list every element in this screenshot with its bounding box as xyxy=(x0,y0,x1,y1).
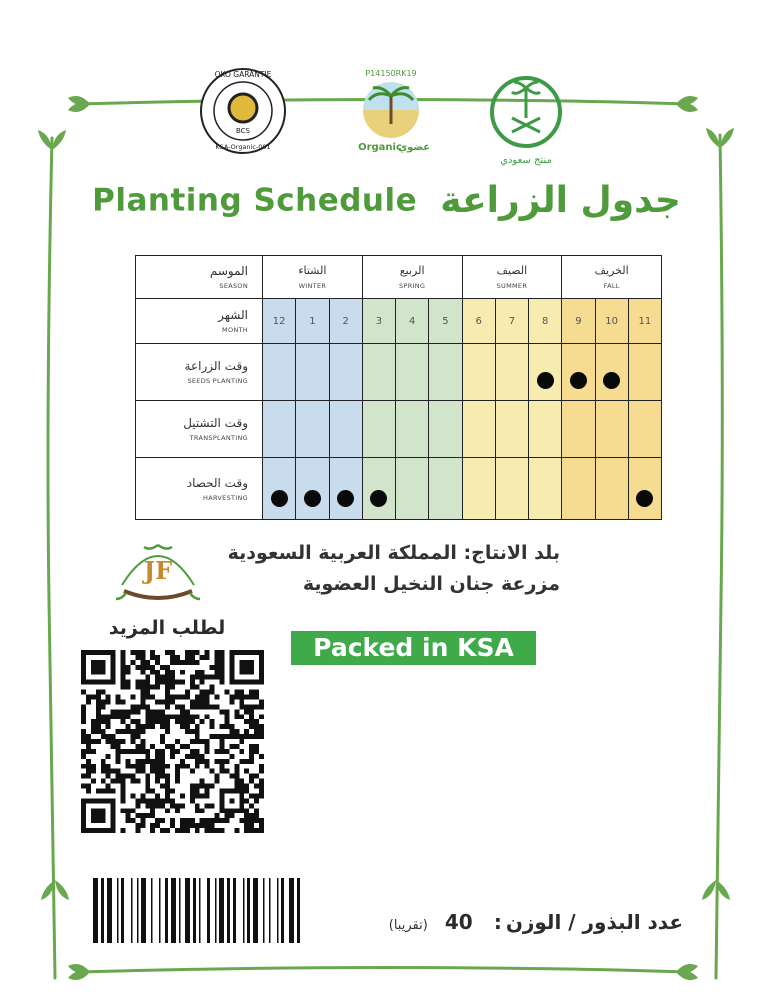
qr-code[interactable] xyxy=(81,650,264,833)
schedule-cell xyxy=(362,458,395,520)
bcs-center-text: BCS xyxy=(235,127,251,135)
organic-ar-text: عضوي xyxy=(397,142,431,153)
seeds-colon: : xyxy=(493,910,502,934)
month-header-ar: الشهر xyxy=(218,308,248,322)
season-summer xyxy=(462,256,562,299)
schedule-mark xyxy=(636,490,653,507)
month-header xyxy=(136,299,263,344)
season-label-en: SUMMER xyxy=(496,282,528,290)
schedule-mark xyxy=(537,372,554,389)
schedule-cell xyxy=(296,344,329,401)
organic-logo xyxy=(344,66,438,160)
month-cell: 8 xyxy=(529,299,562,344)
row-label-en: SEEDS PLANTING xyxy=(187,377,248,385)
schedule-cell xyxy=(429,401,462,458)
schedule-cell xyxy=(628,344,661,401)
season-winter xyxy=(263,256,363,299)
month-header-en: MONTH xyxy=(222,326,248,334)
season-label-en: SPRING xyxy=(399,282,426,290)
schedule-cell xyxy=(595,458,628,520)
row-label-ar: وقت الحصاد xyxy=(186,475,248,490)
month-cell: 12 xyxy=(263,299,296,344)
month-cell: 5 xyxy=(429,299,462,344)
farm-logo xyxy=(112,535,204,605)
schedule-cell xyxy=(595,401,628,458)
schedule-mark xyxy=(370,490,387,507)
schedule-cell xyxy=(562,458,595,520)
seeds-planting-row xyxy=(136,344,662,401)
seeds-weight-label: عدد البذور / الوزن xyxy=(505,910,683,934)
schedule-cell xyxy=(263,458,296,520)
season-label-en: WINTER xyxy=(298,282,327,290)
season-row xyxy=(136,256,662,299)
season-label-ar: الخريف xyxy=(594,264,629,277)
order-more-label: لطلب المزيد xyxy=(108,617,226,639)
season-label-ar: الشتاء xyxy=(298,264,327,277)
transplanting-header xyxy=(136,401,263,458)
saudi-product-logo xyxy=(486,74,566,166)
schedule-mark xyxy=(337,490,354,507)
schedule-cell xyxy=(362,344,395,401)
schedule-cell xyxy=(628,401,661,458)
schedule-cell xyxy=(529,401,562,458)
season-label-ar: الصيف xyxy=(496,264,528,277)
season-label-en: FALL xyxy=(603,282,620,290)
month-cell: 9 xyxy=(562,299,595,344)
bcs-ring-text: OKO GARANTIE xyxy=(214,70,272,79)
packed-in-badge: Packed in KSA xyxy=(291,631,536,665)
seeds-weight-value: 40 xyxy=(444,910,473,934)
schedule-cell xyxy=(628,458,661,520)
barcode xyxy=(91,878,324,943)
schedule-cell xyxy=(263,344,296,401)
schedule-mark xyxy=(304,490,321,507)
schedule-mark xyxy=(603,372,620,389)
schedule-cell xyxy=(296,401,329,458)
schedule-cell xyxy=(396,401,429,458)
planting-schedule-table xyxy=(135,255,662,520)
row-label-ar: وقت الزراعة xyxy=(184,359,248,373)
schedule-cell xyxy=(495,401,528,458)
schedule-cell xyxy=(529,458,562,520)
month-cell: 11 xyxy=(628,299,661,344)
bcs-bottom-text: KSA-Organic-001 xyxy=(215,143,271,151)
schedule-cell xyxy=(562,401,595,458)
schedule-cell xyxy=(462,344,495,401)
organic-code-text: P14150RK19 xyxy=(365,69,417,78)
season-label-ar: الربيع xyxy=(399,264,425,277)
season-header-ar: الموسم xyxy=(209,264,248,278)
seeds-weight-note: (تقريبا) xyxy=(388,918,428,933)
saudi-product-text: منتج سعودي xyxy=(500,155,552,166)
seeds-weight-info xyxy=(389,910,683,934)
row-label-en: HARVESTING xyxy=(203,493,248,502)
schedule-cell xyxy=(429,458,462,520)
schedule-cell xyxy=(263,401,296,458)
schedule-cell xyxy=(595,344,628,401)
bcs-certification-logo xyxy=(198,66,288,156)
month-cell: 1 xyxy=(296,299,329,344)
month-row xyxy=(136,299,662,344)
schedule-cell xyxy=(296,458,329,520)
schedule-cell xyxy=(329,458,362,520)
schedule-cell xyxy=(529,344,562,401)
schedule-cell xyxy=(562,344,595,401)
row-label-en: TRANSPLANTING xyxy=(189,434,248,442)
season-spring xyxy=(362,256,462,299)
schedule-cell xyxy=(396,344,429,401)
schedule-cell xyxy=(495,458,528,520)
origin-country: بلد الانتاج: المملكة العربية السعودية xyxy=(227,542,560,564)
schedule-cell xyxy=(495,344,528,401)
season-header xyxy=(136,256,263,299)
season-fall xyxy=(562,256,662,299)
season-header-en: SEASON xyxy=(219,282,248,290)
title-en: Planting Schedule xyxy=(92,182,418,219)
schedule-cell xyxy=(396,458,429,520)
schedule-mark xyxy=(570,372,587,389)
month-cell: 10 xyxy=(595,299,628,344)
origin-farm: مزرعة جنان النخيل العضوية xyxy=(302,572,560,595)
month-cell: 3 xyxy=(362,299,395,344)
month-cell: 6 xyxy=(462,299,495,344)
schedule-cell xyxy=(429,344,462,401)
month-cell: 4 xyxy=(396,299,429,344)
title-ar: جدول الزراعة xyxy=(440,180,681,221)
schedule-mark xyxy=(271,490,288,507)
organic-en-text: Organic xyxy=(358,142,402,153)
month-cell: 2 xyxy=(329,299,362,344)
schedule-cell xyxy=(329,344,362,401)
transplanting-row xyxy=(136,401,662,458)
schedule-cell xyxy=(462,401,495,458)
schedule-cell xyxy=(362,401,395,458)
harvesting-header xyxy=(136,458,263,520)
schedule-cell xyxy=(462,458,495,520)
seeds-planting-header xyxy=(136,344,263,401)
origin-info xyxy=(228,540,560,597)
row-label-ar: وقت التشتيل xyxy=(183,416,248,430)
page-title xyxy=(0,180,773,221)
harvesting-row xyxy=(136,458,662,520)
schedule-cell xyxy=(329,401,362,458)
farm-logo-initials: JF xyxy=(143,556,173,585)
month-cell: 7 xyxy=(495,299,528,344)
